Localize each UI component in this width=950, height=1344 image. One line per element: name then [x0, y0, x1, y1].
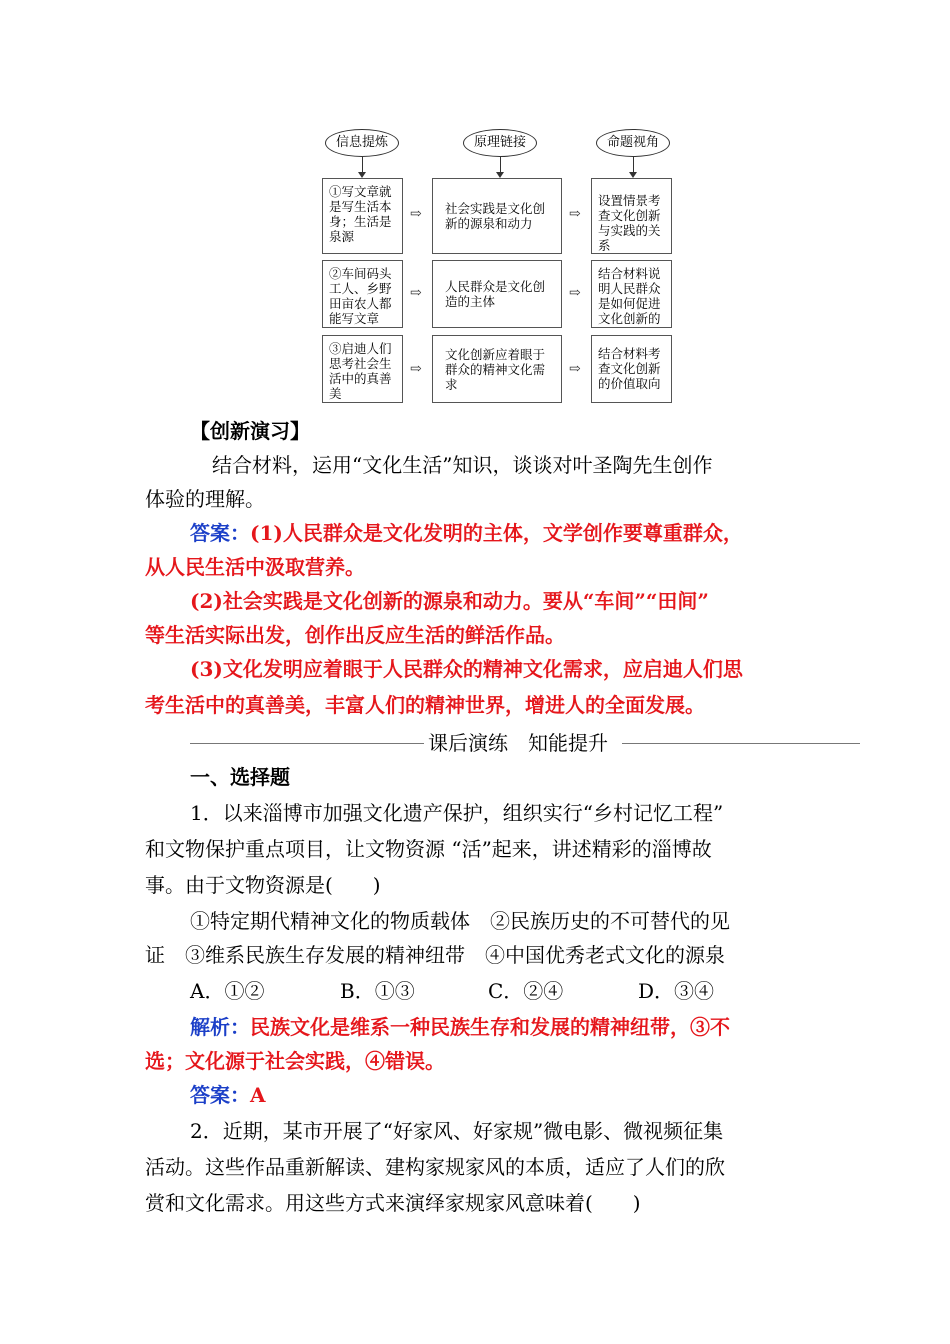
- divider-rule-right: [622, 743, 860, 744]
- practice-answer-3-cont: 考生活中的真善美，丰富人们的精神世界，增进人的全面发展。: [145, 693, 705, 717]
- header-question-angle: 命题视角: [596, 129, 670, 157]
- angle-box-2: 结合材料说明人民群众是如何促进文化创新的: [591, 260, 672, 328]
- connector-line: [500, 157, 501, 173]
- principle-text-2: 人民群众是文化创造的主体: [445, 279, 546, 309]
- answer-value: A: [250, 1083, 266, 1107]
- connector-line: [362, 157, 363, 173]
- principle-text-1: 社会实践是文化创新的源泉和动力: [445, 201, 546, 231]
- q1-line-2: 和文物保护重点项目，让文物资源 “活”起来，讲述精彩的淄博故: [145, 837, 712, 861]
- practice-heading: 【创新演习】: [190, 419, 310, 443]
- arrow-right-icon: ⇨: [569, 361, 581, 377]
- section-divider: [190, 726, 860, 760]
- q1-option-d: D．③④: [638, 979, 715, 1003]
- practice-answer-3: (3)文化发明应着眼于人民群众的精神文化需求，应启迪人们思: [190, 657, 743, 681]
- practice-answer-1: [190, 516, 743, 550]
- section-title: 一、选择题: [190, 765, 290, 789]
- q1-line-1: 1．以来淄博市加强文化遗产保护，组织实行“乡村记忆工程”: [190, 801, 724, 825]
- header-principle-link: 原理链接: [463, 129, 537, 157]
- q1-line-3: 事。由于文物资源是( ): [145, 873, 381, 897]
- info-box-3: ③启迪人们思考社会生活中的真善美: [322, 335, 403, 403]
- q1-analysis-cont: 选；文化源于社会实践，④错误。: [145, 1049, 445, 1073]
- analysis-label: 解析：: [190, 1015, 250, 1039]
- practice-answer-1-cont: 从人民生活中汲取营养。: [145, 555, 365, 579]
- q1-statements-2: 证 ③维系民族生存发展的精神纽带 ④中国优秀老式文化的源泉: [145, 943, 725, 967]
- practice-question-line-2: 体验的理解。: [145, 487, 265, 511]
- practice-answer-2: (2)社会实践是文化创新的源泉和动力。要从“车间”“田间”: [190, 589, 709, 613]
- answer-label: 答案：: [190, 521, 250, 545]
- arrow-right-icon: ⇨: [410, 206, 422, 222]
- q1-answer: [190, 1078, 266, 1112]
- practice-question-line-1: 结合材料，运用“文化生活”知识，谈谈对叶圣陶先生创作: [212, 453, 713, 477]
- practice-answer-2-cont: 等生活实际出发，创作出反应生活的鲜活作品。: [145, 623, 565, 647]
- principle-box-1: [432, 178, 562, 254]
- principle-box-3: [432, 335, 562, 403]
- divider-title: 课后演练 知能提升: [428, 731, 608, 755]
- divider-rule-left: [190, 743, 424, 744]
- q2-line-2: 活动。这些作品重新解读、建构家规家风的本质，适应了人们的欣: [145, 1155, 725, 1179]
- connector-line: [633, 157, 634, 173]
- info-box-2: ②车间码头工人、乡野田亩农人都能写文章: [322, 260, 403, 328]
- principle-box-2: [432, 260, 562, 328]
- arrow-right-icon: ⇨: [569, 285, 581, 301]
- angle-box-3: 结合材料考查文化创新的价值取向: [591, 335, 672, 403]
- q2-line-1: 2．近期，某市开展了“好家风、好家规”微电影、微视频征集: [190, 1119, 724, 1143]
- answer-label: 答案：: [190, 1083, 250, 1107]
- q2-line-3: 赏和文化需求。用这些方式来演绎家规家风意味着( ): [145, 1191, 641, 1215]
- q1-option-b: B．①③: [340, 979, 415, 1003]
- principle-text-3: 文化创新应着眼于群众的精神文化需求: [445, 346, 546, 392]
- arrow-right-icon: ⇨: [410, 361, 422, 377]
- q1-option-c: C．②④: [488, 979, 564, 1003]
- analysis-text: 民族文化是维系一种民族生存和发展的精神纽带，③不: [250, 1015, 730, 1039]
- arrow-right-icon: ⇨: [569, 206, 581, 222]
- angle-box-1: 设置情景考查文化创新与实践的关系: [591, 178, 672, 254]
- q1-statements-1: ①特定期代精神文化的物质载体 ②民族历史的不可替代的见: [190, 909, 730, 933]
- q1-analysis: [190, 1010, 730, 1044]
- arrow-right-icon: ⇨: [410, 285, 422, 301]
- answer-text: (1)人民群众是文化发明的主体，文学创作要尊重群众，: [250, 521, 743, 545]
- header-info-extract: 信息提炼: [325, 129, 399, 157]
- q1-option-a: A．①②: [190, 979, 265, 1003]
- info-box-1: ①写文章就是写生活本身；生活是泉源: [322, 178, 403, 254]
